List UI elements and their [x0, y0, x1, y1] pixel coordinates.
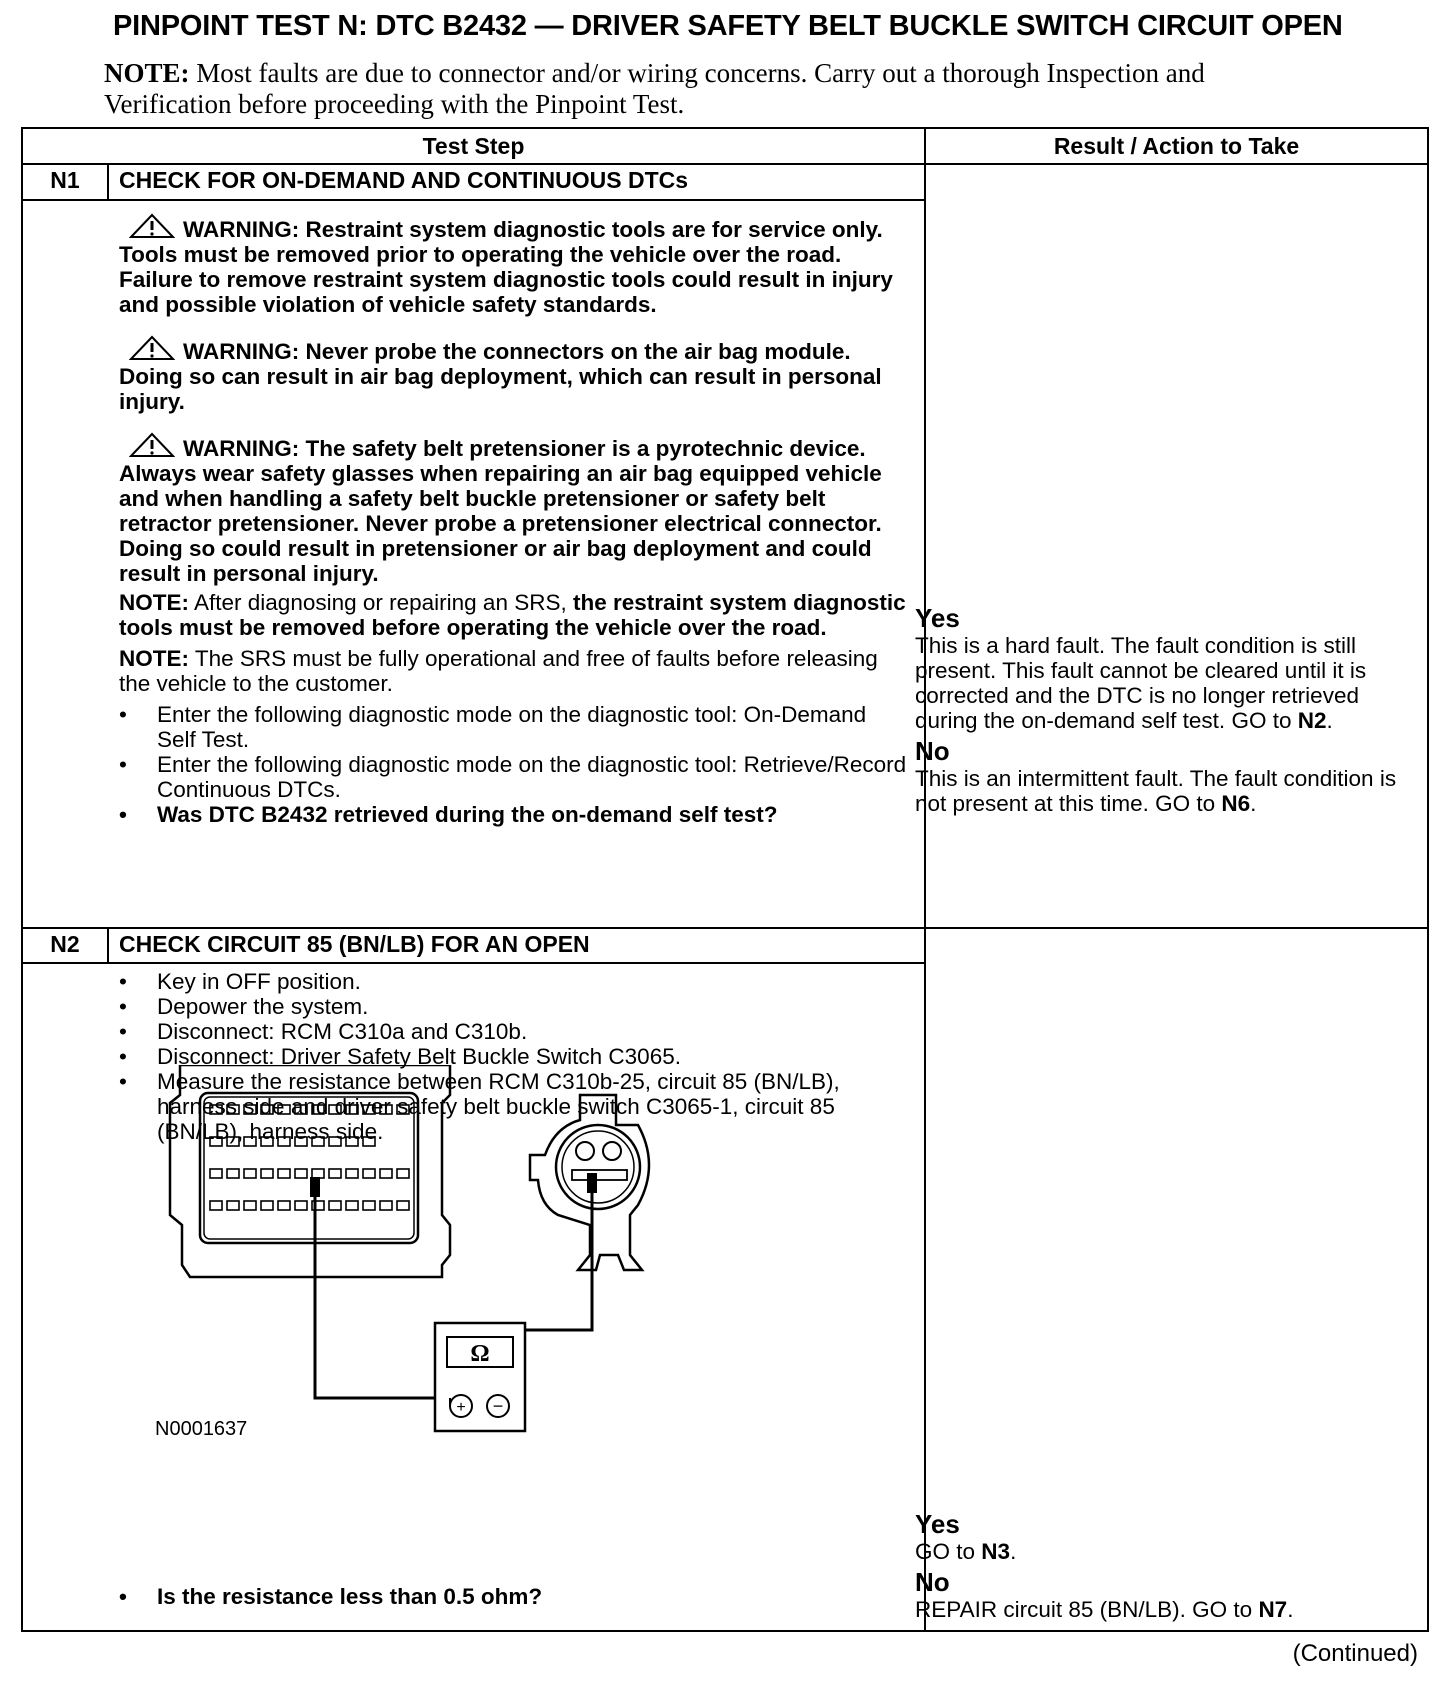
header-result: Result / Action to Take	[1053, 133, 1300, 159]
n2-id-divider	[107, 927, 109, 963]
list-item: • Enter the following diagnostic mode on the diagnostic tool: Retrieve/Record Continuous DTCs.	[119, 752, 909, 802]
step-n1-body	[119, 213, 909, 827]
page-title: PINPOINT TEST N: DTC B2432 — DRIVER SAFETY BELT BUCKLE SWITCH CIRCUIT OPEN	[113, 10, 1343, 42]
n2-yes-action: GO to N3.	[915, 1539, 1017, 1564]
n1-yes-label: Yes	[915, 603, 960, 633]
n1-no-label: No	[915, 736, 950, 766]
n1-yes-action: This is a hard fault. The fault condition is still present. This fault cannot be cleared until it is corrected and the DTC is no longer retrieved during the on-demand self test. GO to N2.	[915, 633, 1367, 733]
svg-text:+: +	[456, 1399, 466, 1416]
warning-triangle-icon	[129, 432, 175, 458]
list-item: • Depower the system.	[119, 994, 909, 1019]
note-srs-operational: NOTE: The SRS must be fully operational and free of faults before releasing the vehicle to the customer.	[119, 646, 878, 696]
n1-id-divider	[107, 163, 109, 199]
warning-3: WARNING: The safety belt pretensioner is a pyrotechnic device. Always wear safety glasses when repairing an air bag equipped vehicle and when handling a safety belt buckle pretensioner or safety belt retractor pretensioner. Never probe a pretensioner electrical connector. Doing so could result in pretensioner or air bag deployment and could result in personal injury.	[119, 432, 909, 586]
step-n2-id: N2	[50, 931, 80, 957]
goto-n3: N3	[981, 1539, 1011, 1564]
list-item: • Disconnect: RCM C310a and C310b.	[119, 1019, 909, 1044]
step-n2-title: CHECK CIRCUIT 85 (BN/LB) FOR AN OPEN	[119, 931, 590, 957]
step-n2-question: • Is the resistance less than 0.5 ohm?	[119, 1584, 909, 1609]
warning-triangle-icon	[129, 335, 175, 361]
ohmmeter	[435, 1323, 525, 1431]
intro-note	[104, 58, 1254, 120]
list-item: • Enter the following diagnostic mode on the diagnostic tool: On-Demand Self Test.	[119, 702, 909, 752]
intro-note-label: NOTE:	[104, 58, 190, 88]
warning-triangle-icon	[129, 213, 175, 239]
column-divider	[924, 129, 926, 1630]
header-test-step: Test Step	[422, 133, 525, 159]
goto-n2: N2	[1297, 708, 1327, 733]
warning-1: WARNING: Restraint system diagnostic tools are for service only. Tools must be removed prior to operating the vehicle over the road. Failure to remove restraint system diagnostic tools could result in injury and possible violation of vehicle safety standards.	[119, 213, 909, 317]
step-n1-question: • Was DTC B2432 retrieved during the on-demand self test?	[119, 802, 909, 827]
n2-no-label: No	[915, 1567, 950, 1597]
step-n2-question-wrap	[119, 1584, 909, 1609]
circuit-diagram	[160, 1065, 720, 1435]
ohm-symbol: Ω	[470, 1341, 490, 1367]
svg-text:−: −	[492, 1396, 504, 1416]
n1-no-action: This is an intermittent fault. The fault condition is not present at this time. GO to N6.	[915, 766, 1397, 816]
n1-title-divider	[23, 199, 924, 201]
goto-n6: N6	[1221, 791, 1251, 816]
n2-title-divider	[23, 962, 924, 964]
list-item: • Disconnect: Driver Safety Belt Buckle Switch C3065.	[119, 1044, 909, 1069]
probe-tips	[310, 1173, 597, 1197]
warning-2: WARNING: Never probe the connectors on the air bag module. Doing so can result in air bag deployment, which can result in personal injury.	[119, 335, 909, 414]
goto-n7: N7	[1258, 1597, 1288, 1622]
list-item: • Key in OFF position.	[119, 969, 909, 994]
n2-yes-label: Yes	[915, 1509, 960, 1539]
n1-n2-divider	[23, 927, 1427, 929]
n2-no-action: REPAIR circuit 85 (BN/LB). GO to N7.	[915, 1597, 1294, 1622]
intro-note-text: Most faults are due to connector and/or wiring concerns. Carry out a thorough Inspection and Verification before proceeding with the Pinpoint Test.	[104, 58, 1205, 119]
step-n1-title: CHECK FOR ON-DEMAND AND CONTINUOUS DTCs	[119, 167, 689, 193]
note-srs-tools: NOTE: After diagnosing or repairing an SRS, the restraint system diagnostic tools must be removed before operating the vehicle over the road.	[119, 590, 906, 640]
step-n1-id: N1	[50, 167, 80, 193]
continued-label: (Continued)	[1292, 1640, 1418, 1667]
step-n1-result	[915, 604, 1425, 816]
rcm-pin-array	[210, 1105, 409, 1210]
rcm-connector	[170, 1065, 450, 1277]
step-n1-actions	[119, 702, 909, 827]
list-item: • Measure the resistance between RCM C310b-25, circuit 85 (BN/LB), harness side and driver safety belt buckle switch C3065-1, circuit 85 (BN/LB), harness side.	[119, 1069, 909, 1144]
figure-id: N0001637	[155, 1418, 248, 1440]
header-divider	[23, 163, 1427, 165]
step-n2-result	[915, 1510, 1425, 1622]
